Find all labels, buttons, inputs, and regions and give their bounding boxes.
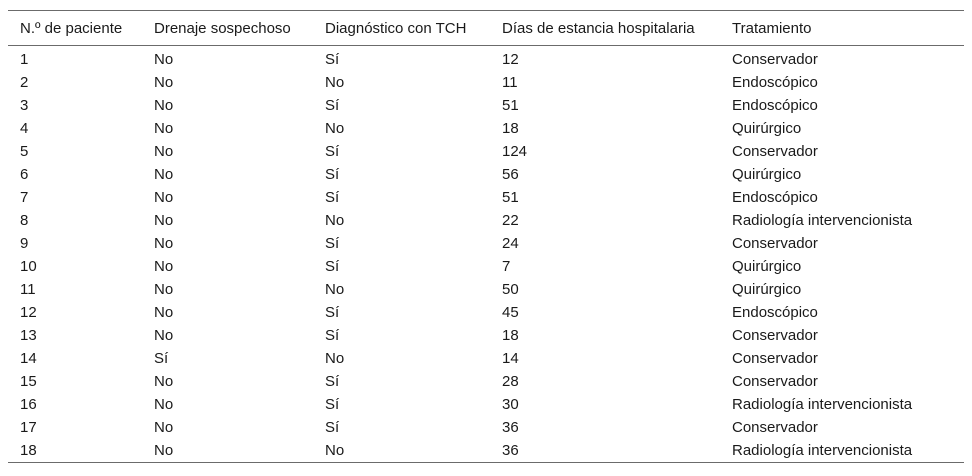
cell-ct-diagnosis: No (325, 350, 345, 367)
cell-ct-diagnosis: No (325, 442, 345, 459)
cell-patient-number: 17 (20, 419, 37, 436)
cell-hospital-days: 18 (502, 327, 519, 344)
cell-hospital-days: 124 (502, 143, 528, 160)
cell-hospital-days: 22 (502, 212, 519, 229)
cell-treatment: Conservador (732, 143, 818, 160)
cell-patient-number: 13 (20, 327, 37, 344)
cell-treatment: Conservador (732, 51, 818, 68)
cell-patient-number: 11 (20, 281, 36, 298)
cell-treatment: Endoscópico (732, 189, 818, 206)
table-row (8, 347, 964, 370)
cell-hospital-days: 56 (502, 166, 519, 183)
table-row (8, 71, 964, 94)
cell-hospital-days: 12 (502, 51, 519, 68)
cell-treatment: Conservador (732, 327, 818, 344)
cell-ct-diagnosis: Sí (325, 143, 340, 160)
table-row (8, 46, 964, 72)
cell-suspicious-drainage: No (154, 51, 174, 68)
table-row (8, 416, 964, 439)
table-row (8, 163, 964, 186)
cell-treatment: Radiología intervencionista (732, 442, 913, 459)
cell-hospital-days: 14 (502, 350, 519, 367)
table-row (8, 278, 964, 301)
cell-treatment: Radiología intervencionista (732, 396, 913, 413)
cell-hospital-days: 36 (502, 419, 519, 436)
cell-suspicious-drainage: No (154, 97, 174, 114)
cell-suspicious-drainage: No (154, 281, 174, 298)
table-header (8, 11, 964, 46)
cell-suspicious-drainage: No (154, 396, 174, 413)
table-row (8, 94, 964, 117)
cell-ct-diagnosis: Sí (325, 396, 340, 413)
table-row (8, 301, 964, 324)
cell-suspicious-drainage: No (154, 166, 174, 183)
cell-hospital-days: 28 (502, 373, 519, 390)
cell-suspicious-drainage: No (154, 442, 174, 459)
cell-patient-number: 15 (20, 373, 37, 390)
cell-treatment: Quirúrgico (732, 120, 802, 137)
cell-patient-number: 14 (20, 350, 37, 367)
cell-treatment: Quirúrgico (732, 258, 802, 275)
header-row (8, 11, 964, 46)
cell-hospital-days: 36 (502, 442, 519, 459)
cell-suspicious-drainage: No (154, 212, 174, 229)
cell-ct-diagnosis: No (325, 74, 345, 91)
cell-hospital-days: 51 (502, 189, 519, 206)
cell-patient-number: 5 (20, 143, 29, 160)
cell-treatment: Quirúrgico (732, 281, 802, 298)
cell-ct-diagnosis: Sí (325, 373, 340, 390)
cell-treatment: Conservador (732, 350, 818, 367)
cell-hospital-days: 18 (502, 120, 519, 137)
patients-table (8, 10, 964, 463)
cell-ct-diagnosis: Sí (325, 166, 340, 183)
cell-ct-diagnosis: Sí (325, 258, 340, 275)
cell-treatment: Endoscópico (732, 74, 818, 91)
cell-ct-diagnosis: No (325, 212, 345, 229)
cell-treatment: Radiología intervencionista (732, 212, 913, 229)
cell-patient-number: 18 (20, 442, 37, 459)
cell-ct-diagnosis: Sí (325, 97, 340, 114)
cell-patient-number: 9 (20, 235, 29, 252)
cell-hospital-days: 30 (502, 396, 519, 413)
cell-suspicious-drainage: No (154, 373, 174, 390)
cell-suspicious-drainage: No (154, 189, 174, 206)
cell-patient-number: 6 (20, 166, 29, 183)
table-row (8, 393, 964, 416)
header-suspicious-drainage: Drenaje sospechoso (154, 19, 291, 37)
cell-suspicious-drainage: No (154, 419, 174, 436)
cell-patient-number: 2 (20, 74, 29, 91)
cell-suspicious-drainage: No (154, 120, 174, 137)
cell-patient-number: 12 (20, 304, 37, 321)
cell-ct-diagnosis: Sí (325, 51, 340, 68)
cell-suspicious-drainage: No (154, 304, 174, 321)
cell-ct-diagnosis: Sí (325, 304, 340, 321)
table-row (8, 209, 964, 232)
cell-treatment: Quirúrgico (732, 166, 802, 183)
cell-patient-number: 7 (20, 189, 29, 206)
cell-suspicious-drainage: No (154, 258, 174, 275)
cell-patient-number: 3 (20, 97, 29, 114)
cell-treatment: Endoscópico (732, 304, 818, 321)
table-row (8, 232, 964, 255)
cell-patient-number: 1 (20, 51, 29, 68)
cell-hospital-days: 51 (502, 97, 519, 114)
cell-ct-diagnosis: Sí (325, 235, 340, 252)
cell-patient-number: 10 (20, 258, 37, 275)
header-ct-diagnosis: Diagnóstico con TCH (325, 19, 467, 37)
cell-ct-diagnosis: Sí (325, 327, 340, 344)
cell-patient-number: 16 (20, 396, 37, 413)
table-row (8, 255, 964, 278)
cell-treatment: Conservador (732, 419, 818, 436)
table-row (8, 370, 964, 393)
cell-ct-diagnosis: Sí (325, 419, 340, 436)
cell-suspicious-drainage: Sí (154, 350, 169, 367)
table-row (8, 324, 964, 347)
cell-treatment: Conservador (732, 373, 818, 390)
cell-treatment: Conservador (732, 235, 818, 252)
cell-ct-diagnosis: No (325, 120, 345, 137)
table-row (8, 186, 964, 209)
cell-hospital-days: 7 (502, 258, 511, 275)
cell-patient-number: 4 (20, 120, 29, 137)
cell-patient-number: 8 (20, 212, 29, 229)
header-patient-number: N.º de paciente (20, 19, 123, 37)
cell-suspicious-drainage: No (154, 235, 174, 252)
table-row (8, 117, 964, 140)
table-row (8, 140, 964, 163)
table-body (8, 46, 964, 463)
cell-suspicious-drainage: No (154, 143, 174, 160)
cell-ct-diagnosis: Sí (325, 189, 340, 206)
cell-suspicious-drainage: No (154, 74, 174, 91)
cell-ct-diagnosis: No (325, 281, 345, 298)
data-table-container (8, 10, 964, 463)
table-row (8, 439, 964, 463)
cell-hospital-days: 24 (502, 235, 519, 252)
cell-suspicious-drainage: No (154, 327, 174, 344)
cell-treatment: Endoscópico (732, 97, 818, 114)
header-treatment: Tratamiento (732, 19, 812, 37)
header-hospital-days: Días de estancia hospitalaria (502, 19, 695, 37)
cell-hospital-days: 45 (502, 304, 519, 321)
cell-hospital-days: 11 (502, 74, 518, 91)
cell-hospital-days: 50 (502, 281, 519, 298)
